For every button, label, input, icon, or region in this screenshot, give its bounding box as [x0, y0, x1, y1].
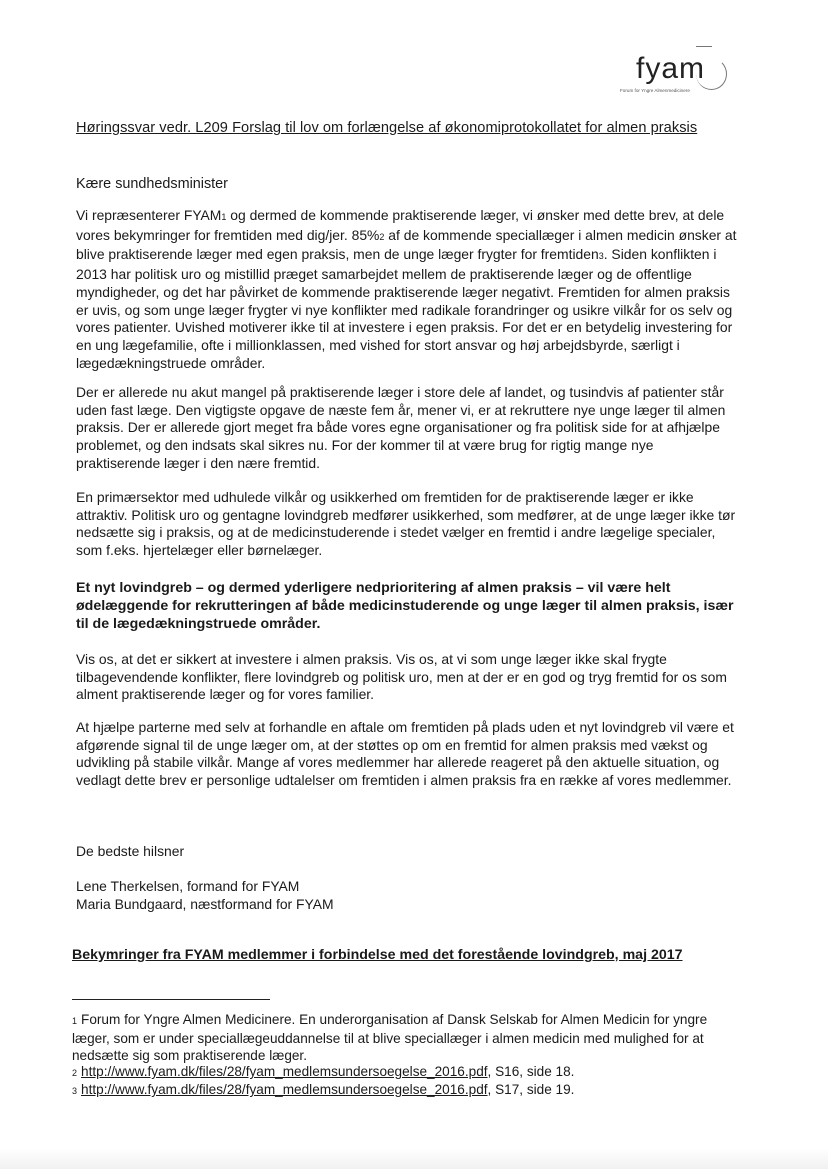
signature-2: Maria Bundgaard, næstformand for FYAM — [76, 896, 334, 912]
footnote-2-number: 2 — [72, 1068, 78, 1078]
logo-swoosh-icon — [696, 58, 727, 90]
paragraph-3: En primærsektor med udhulede vilkår og usikkerhed om fremtiden for de praktiserende læger er ikke attraktiv. Politisk uro og gentagne lovindgreb medfører usikkerhed, som medfører, at de unge læger ikke tør nedsætte sig i praksis, og at de medicinstuderende i stedet vælger en fremtid i andre lægelige specialer, som f.eks. hjertelæger eller børnelæger. — [76, 489, 736, 559]
paragraph-1-part-a: Vi repræsenterer FYAM — [76, 207, 222, 223]
footnote-2 — [72, 1063, 744, 1082]
footnote-2-rest: , S16, side 18. — [487, 1064, 575, 1079]
letter-heading: Høringssvar vedr. L209 Forslag til lov om forlængelse af økonomiprotokollatet for almen praksis — [76, 120, 698, 136]
paragraph-1-part-d: . Siden konflikten i 2013 har politisk uro og mistillid præget samarbejdet mellem de praktiserende læger og de offentlige myndigheder, og det har påvirket de kommende praktiserende læger negativt. Fremtiden for almen praksis er uvis, og som unge læger frygter vi nye konflikter med radikale forandringer og usikre vilkår for os selv og vores patienter. Uvished motiverer ikke til at investere i egen praksis. For det er en betydelig investering for en ung lægefamilie, ofte i millionklassen, med vished for stort ansvar og høj arbejdsbyrde, særligt i lægedækningstruede områder. — [76, 246, 733, 371]
signature-1: Lene Therkelsen, formand for FYAM — [76, 878, 300, 894]
greeting: Kære sundhedsminister — [76, 176, 228, 192]
paragraph-1 — [76, 207, 740, 372]
paragraph-6: At hjælpe parterne med selv at forhandle en aftale om fremtiden på plads uden et nyt lovindgreb vil være et afgørende signal til de unge læger om, at der støttes op om en fremtid for almen praksis med vækst og udvikling på stabile vilkår. Mange af vores medlemmer har allerede reageret på den aktuelle situation, og vedlagt dette brev er personlige udtalelser om fremtiden i almen praksis fra en række af vores medlemmer. — [76, 719, 734, 789]
paragraph-1-part-c: af de kommende speciallæger i almen medicin ønsker at blive praktiserende læger med egen praksis, men de unge læger frygter for fremtiden — [76, 226, 737, 263]
footnote-3-rest: , S17, side 19. — [487, 1082, 575, 1097]
footnote-3-link[interactable]: http://www.fyam.dk/files/28/fyam_medlemsundersoegelse_2016.pdf — [81, 1082, 488, 1097]
footnote-1 — [72, 1011, 744, 1065]
logo-tagline: Forum for Yngre Almenmedicinere — [620, 88, 690, 93]
paragraph-4-bold: Et nyt lovindgreb – og dermed yderligere nedprioritering af almen praksis – vil være helt ødelæggende for rekrutteringen af både medicinstuderende og unge læger til almen praksis, især til de lægedækningstruede områder. — [76, 580, 734, 633]
footnote-1-text: Forum for Yngre Almen Medicinere. En underorganisation af Dansk Selskab for Almen Medicin for yngre læger, som er under speciallægeuddannelse til at blive speciallæger i almen medicin med mulighed for at nedsætte sig som praktiserende læger. — [72, 1012, 708, 1064]
footnote-ref-3: 3 — [598, 251, 604, 262]
footnote-2-link[interactable]: http://www.fyam.dk/files/28/fyam_medlemsundersoegelse_2016.pdf — [81, 1064, 488, 1079]
scan-edge — [0, 1148, 828, 1169]
footnote-3-number: 3 — [72, 1086, 78, 1096]
footnote-ref-2: 2 — [379, 231, 385, 242]
footnote-divider — [72, 999, 270, 1000]
logo-word: fyam — [636, 52, 706, 85]
paragraph-2: Der er allerede nu akut mangel på praktiserende læger i store dele af landet, og tusindvis af patienter står uden fast læge. Den vigtigste opgave de næste fem år, mener vi, er at rekruttere nye unge læger til almen praksis. Der er allerede gjort meget fra både vores egne organisationer og fra politisk side for at afhjælpe problemet, og den indsats skal sikres nu. For der kommer til at være brug for rigtig mange nye praktiserende læger i den nære fremtid. — [76, 384, 726, 471]
footnote-1-number: 1 — [72, 1016, 78, 1026]
logo-dash — [696, 46, 712, 47]
paragraph-1-part-b: og dermed de kommende praktiserende læger, vi ønsker med dette brev, at dele vores bekymringer for fremtiden med dig/jer. 85% — [76, 207, 725, 243]
paragraph-5: Vis os, at det er sikkert at investere i almen praksis. Vis os, at vi som unge læger ikke skal frygte tilbagevendende konflikter, flere lovindgreb og politisk uro, men at der er en god og tryg fremtid for os som alment praktiserende læger og for vores familier. — [76, 651, 727, 703]
footnote-ref-1: 1 — [221, 212, 227, 222]
fyam-logo — [600, 44, 730, 102]
closing: De bedste hilsner — [76, 843, 185, 859]
footnote-3 — [72, 1081, 744, 1100]
section-heading: Bekymringer fra FYAM medlemmer i forbindelse med det forestående lovindgreb, maj 2017 — [72, 947, 683, 963]
